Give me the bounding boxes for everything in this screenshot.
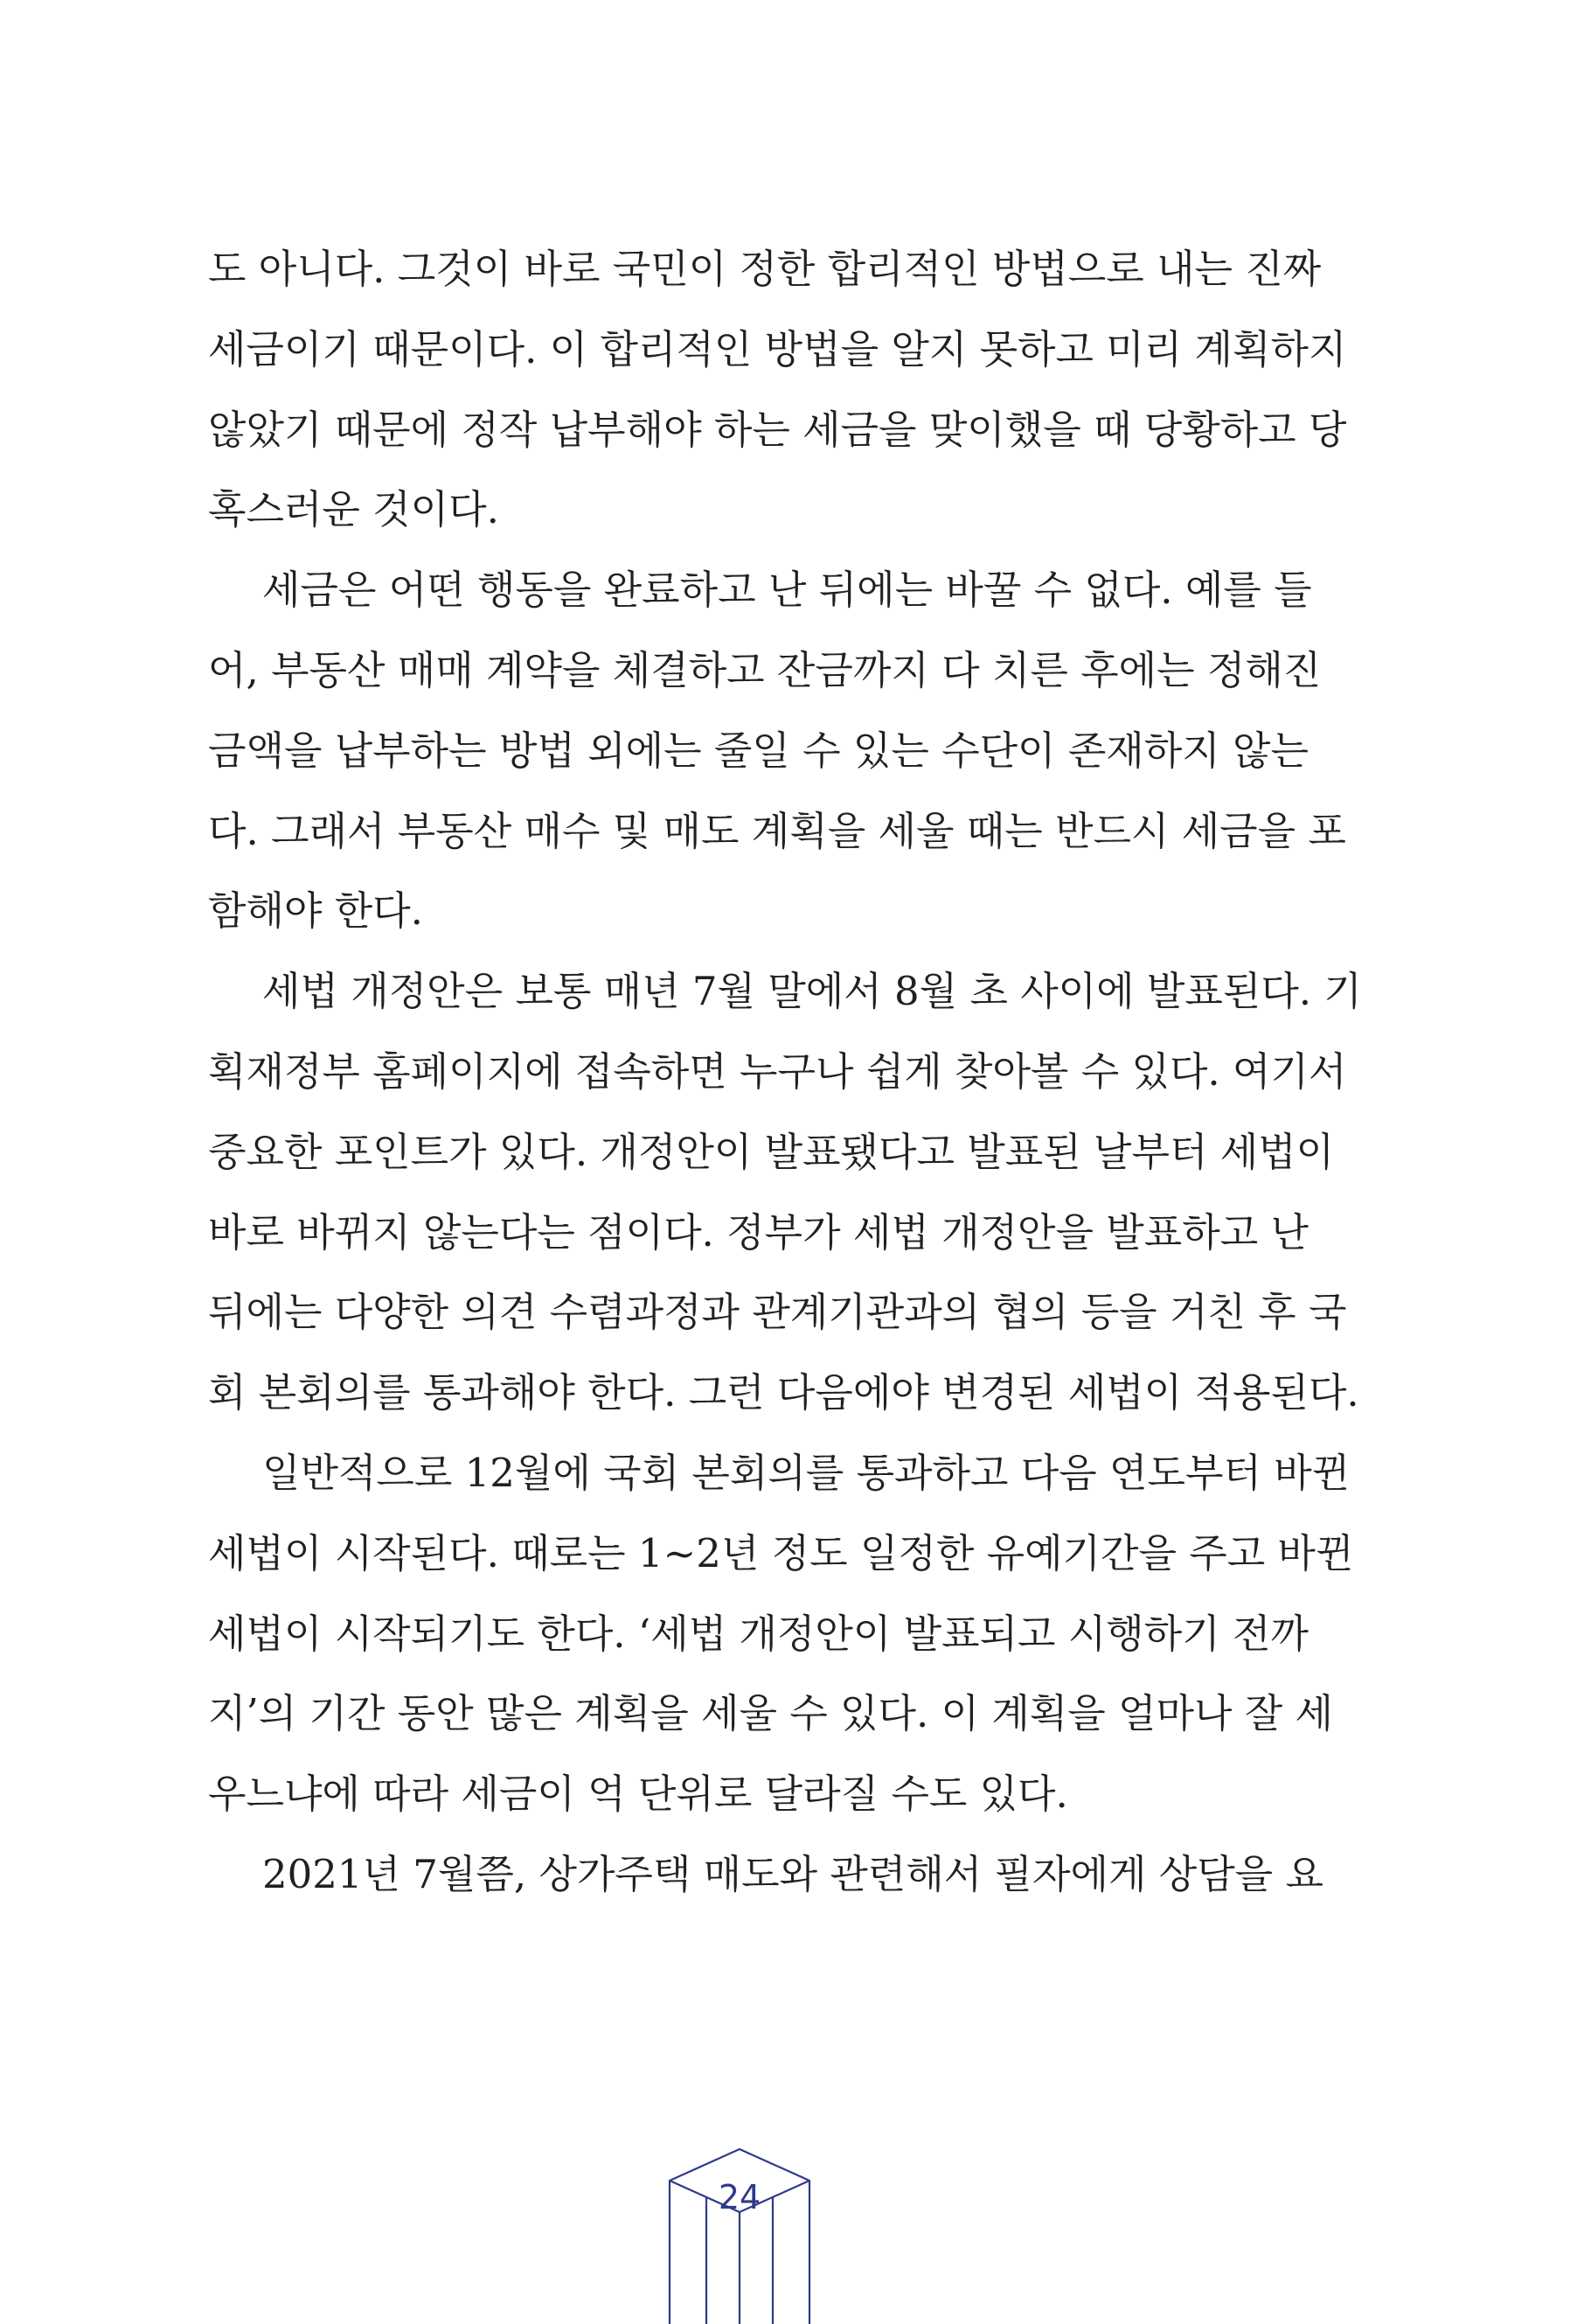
text-line: 지’의 기간 동안 많은 계획을 세울 수 있다. 이 계획을 얼마나 잘 세 bbox=[208, 1690, 1334, 1737]
text-line: 혹스러운 것이다. bbox=[208, 486, 499, 533]
text-line: 회 본회의를 통과해야 한다. 그런 다음에야 변경된 세법이 적용된다. bbox=[208, 1369, 1359, 1416]
text-line: 바로 바뀌지 않는다는 점이다. 정부가 세법 개정안을 발표하고 난 bbox=[208, 1208, 1309, 1256]
page-footer bbox=[654, 2142, 825, 2324]
text-line: 않았기 때문에 정작 납부해야 하는 세금을 맞이했을 때 당황하고 당 bbox=[208, 406, 1347, 453]
text-line: 2021년 7월쯤, 상가주택 매도와 관련해서 필자에게 상담을 요 bbox=[262, 1850, 1323, 1897]
text-line: 함해야 한다. bbox=[208, 887, 423, 935]
page-number: 24 bbox=[718, 2178, 761, 2216]
text-line: 세금은 어떤 행동을 완료하고 난 뒤에는 바꿀 수 없다. 예를 들 bbox=[262, 567, 1312, 614]
text-line: 일반적으로 12월에 국회 본회의를 통과하고 다음 연도부터 바뀐 bbox=[262, 1449, 1351, 1496]
text-line: 세법이 시작된다. 때로는 1~2년 정도 일정한 유예기간을 주고 바뀐 bbox=[208, 1529, 1354, 1576]
text-line: 세금이기 때문이다. 이 합리적인 방법을 알지 못하고 미리 계획하지 bbox=[208, 325, 1347, 372]
text-line: 금액을 납부하는 방법 외에는 줄일 수 있는 수단이 존재하지 않는 bbox=[208, 727, 1309, 774]
text-line: 세법이 시작되기도 한다. ‘세법 개정안이 발표되고 시행하기 전까 bbox=[208, 1610, 1309, 1657]
isometric-pillar-icon bbox=[654, 2142, 825, 2324]
text-line: 어, 부동산 매매 계약을 체결하고 잔금까지 다 치른 후에는 정해진 bbox=[208, 646, 1322, 693]
text-line: 뒤에는 다양한 의견 수렴과정과 관계기관과의 협의 등을 거친 후 국 bbox=[208, 1289, 1347, 1336]
text-line: 다. 그래서 부동산 매수 및 매도 계획을 세울 때는 반드시 세금을 포 bbox=[208, 807, 1346, 854]
text-line: 우느냐에 따라 세금이 억 단위로 달라질 수도 있다. bbox=[208, 1771, 1068, 1818]
text-line: 세법 개정안은 보통 매년 7월 말에서 8월 초 사이에 발표된다. 기 bbox=[262, 968, 1362, 1015]
text-line: 도 아니다. 그것이 바로 국민이 정한 합리적인 방법으로 내는 진짜 bbox=[208, 246, 1322, 292]
text-line: 획재정부 홈페이지에 접속하면 누구나 쉽게 찾아볼 수 있다. 여기서 bbox=[208, 1047, 1347, 1095]
text-line: 중요한 포인트가 있다. 개정안이 발표됐다고 발표된 날부터 세법이 bbox=[208, 1128, 1335, 1175]
body-text bbox=[208, 229, 1362, 1915]
